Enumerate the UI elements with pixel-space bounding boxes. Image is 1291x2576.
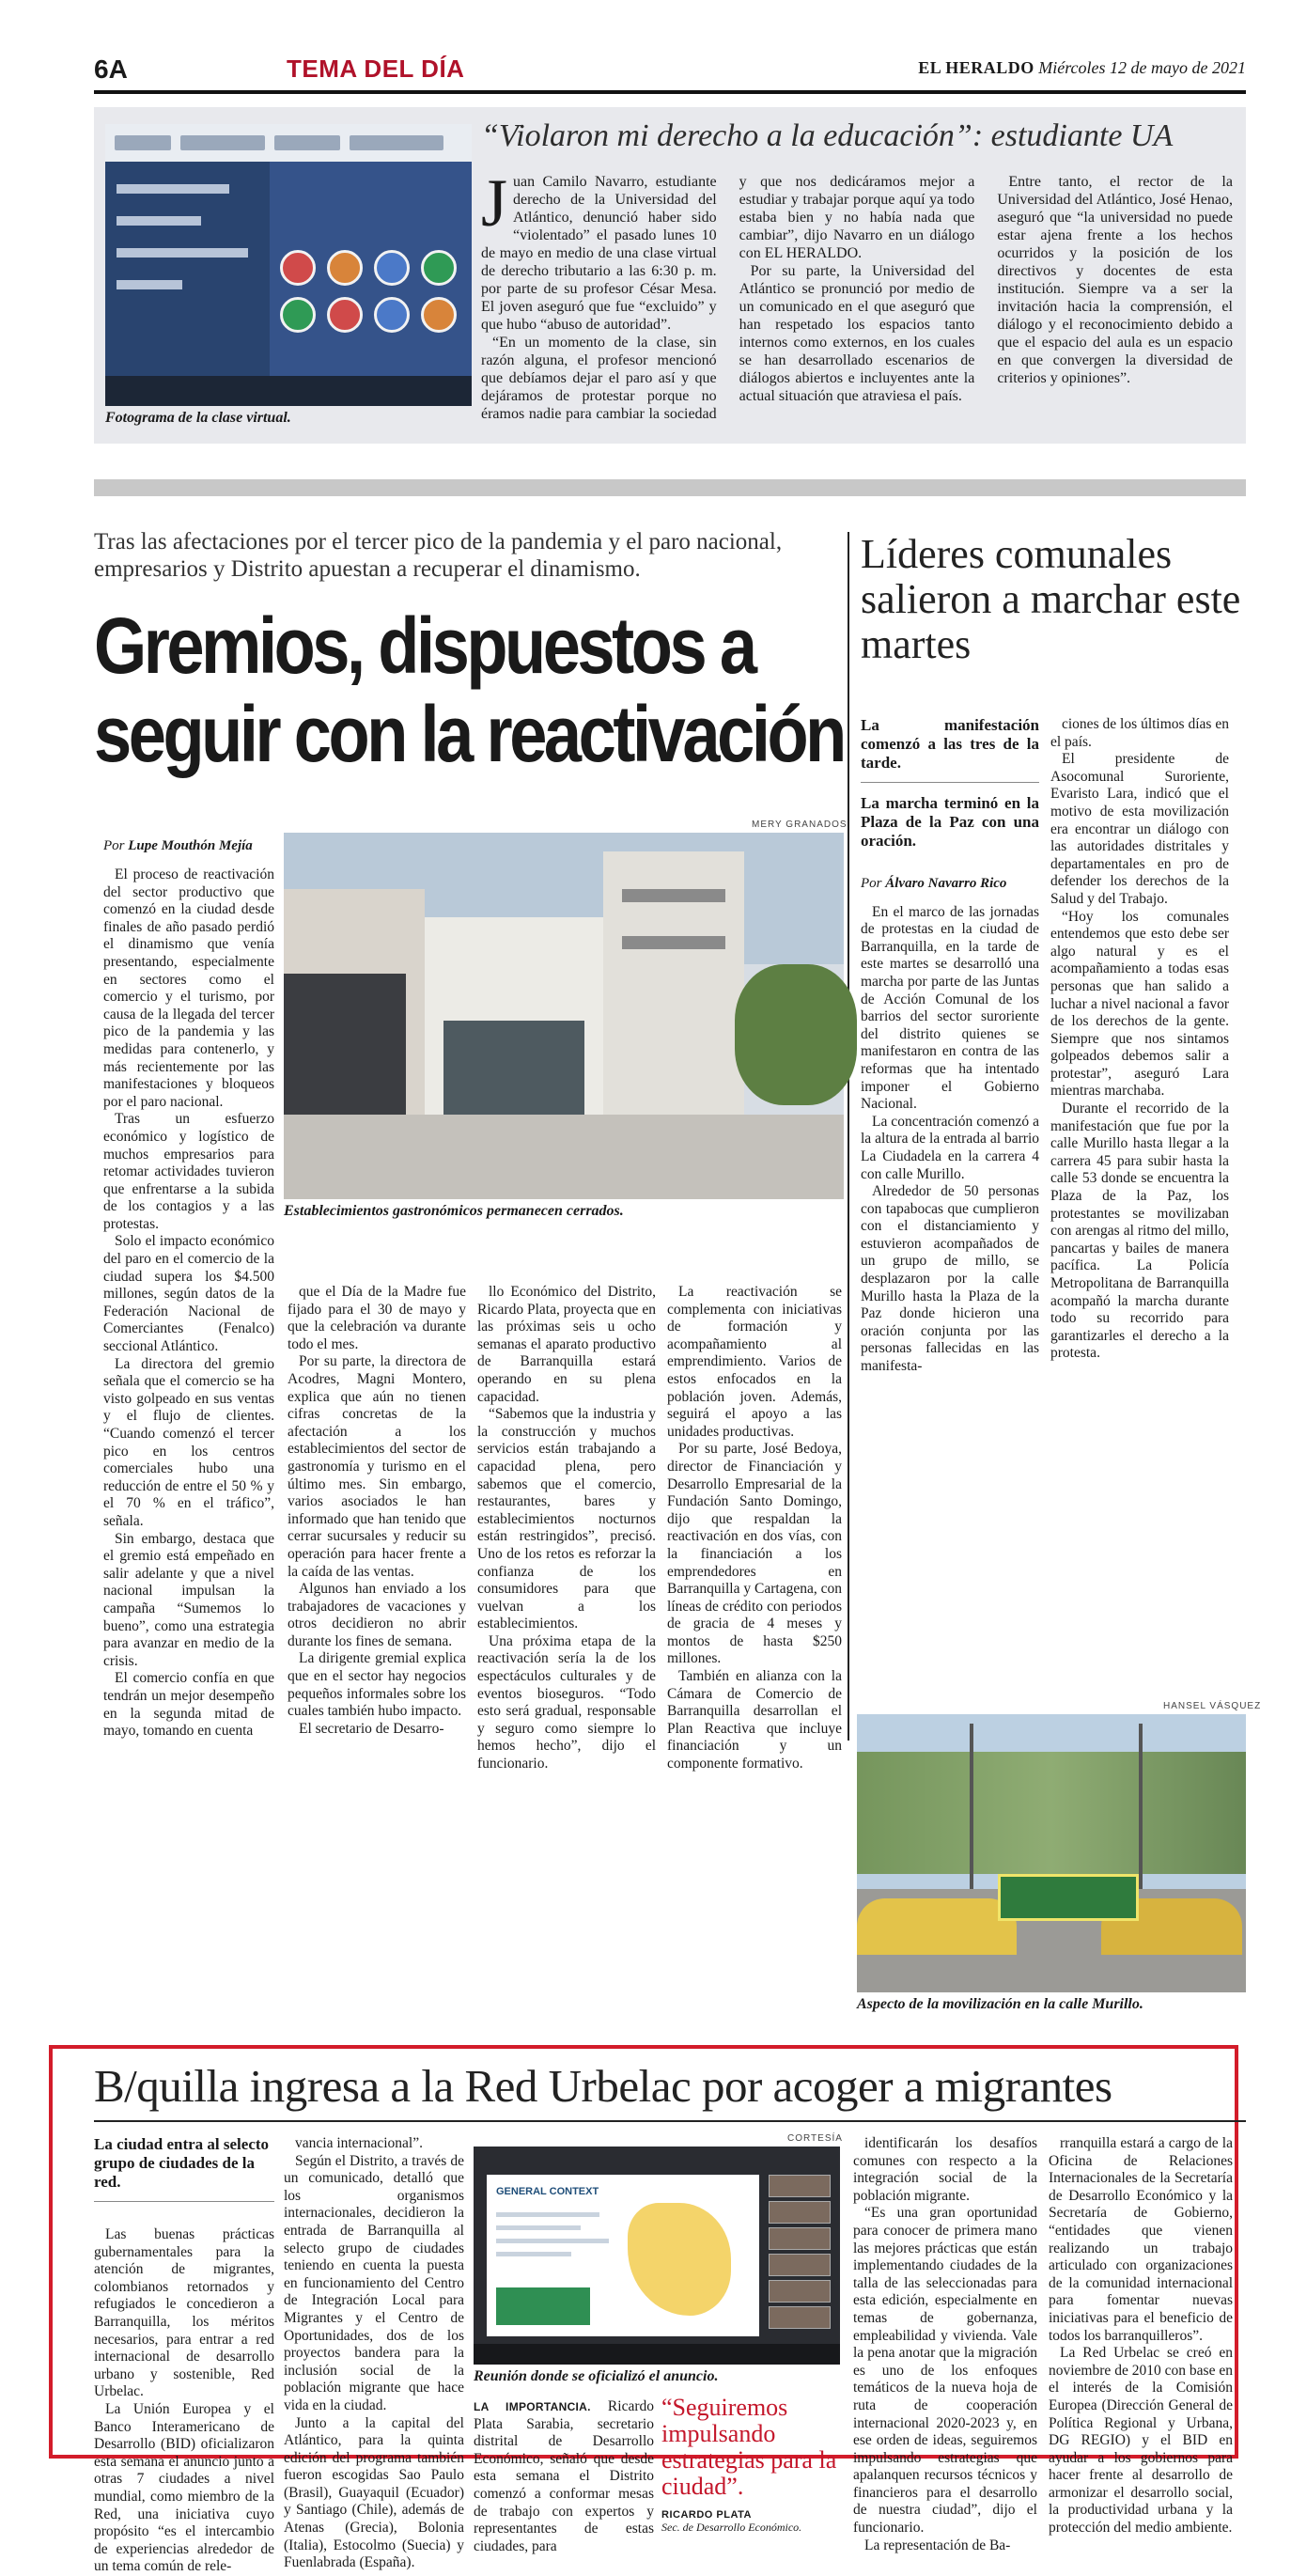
main-column-1	[103, 866, 274, 1741]
paragraph: Durante el recorrido de la manifestación que fue por la calle Murillo hasta llegar a la carrera 45 para subir hasta la calle 53 donde se encuentra la Plaza de la Paz, los protestantes se movilizaban con arengas al ritmo del millo, pancartas y bailes de manera pacífica. La Policía Metropolitana de Barranquilla acompañó la marcha durante todo su recorrido para garantizarles el derecho a la protesta.	[1050, 1101, 1229, 1362]
side-photo-credit: HANSEL VÁSQUEZ	[1163, 1701, 1262, 1711]
call-controls	[105, 376, 472, 406]
paragraph: LA IMPORTANCIA. Ricardo Plata Sarabia, secretario distrital de Desarrollo Económico, señaló que desde esta semana el Distrito comenzó a conformar mesas de trabajo con expertos y representantes de estas ciudades, para	[474, 2398, 654, 2554]
paragraph: Tras un esfuerzo económico y logístico de muchos empresarios para retomar actividades tuvieron que enfrentarse a la subida de los contagios y a las protestas.	[103, 1111, 274, 1232]
paragraph: Por su parte, José Bedoya, director de Financiación y Desarrollo Empresarial de la Fundación Santo Domingo, dijo que respaldan la reactivación en dos vías, con la financiación a los emprendedores en Barranquilla y Cartagena, con líneas de crédito con periodos de gracia de 4 meses y montos de hasta $250 millones.	[667, 1441, 842, 1667]
paragraph: El comercio confía en que tendrán un mejor desempeño en la segunda mitad de mayo, tomando en cuenta	[103, 1670, 274, 1740]
side-byline: Por Álvaro Navarro Rico	[861, 876, 1007, 891]
paragraph: Por su parte, la directora de Acodres, Magni Montero, explica que aún no tienen cifras concretas de la afectación a los establecimientos del sector de gastronomía y turismo en el último mes. Sin embargo, varios asociados le han informado que han tenido que cerrar sucursales y reducir su operación para hacer frente a la caída de las ventas.	[288, 1353, 466, 1580]
main-headline-line: seguir con la reactivación	[94, 690, 844, 778]
paragraph: “Sabemos que la industria y la construcción y muchos servicios están trabajando a capacidad plena, pero sabemos que el comercio, restaurantes, bares y establecimientos nocturnos están restringidos”, precisó. Uno de los retos es reforzar la confianza de los consumidores para que vuelvan a los establecimientos.	[477, 1406, 656, 1632]
paragraph: Solo el impacto económico del paro en el comercio de la ciudad supera los $4.500 millones, según datos de la Federación Nacional de Comerciantes (Fenalco) seccional Atlántico.	[103, 1233, 274, 1355]
paper-name-date	[918, 58, 1246, 78]
quote-author: RICARDO PLATA	[661, 2509, 752, 2521]
top-story-box	[94, 107, 1246, 444]
bottom-highlight: La ciudad entra al selecto grupo de ciudades de la red.	[94, 2135, 274, 2202]
meeting-toolbar	[474, 2344, 840, 2365]
paragraph: ciones de los últimos días en el país.	[1050, 716, 1229, 750]
quote-role: Sec. de Desarrollo Económico.	[661, 2521, 802, 2534]
paragraph: llo Económico del Distrito, Ricardo Plata, proyecta que en las próximas seis u ocho semanas el aparato productivo de Barranquilla estará operando en su plena capacidad.	[477, 1284, 656, 1405]
paper-name: EL HERALDO	[918, 58, 1034, 77]
paragraph: que el Día de la Madre fue fijado para el 30 de mayo y que la celebración va durante todo el mes.	[288, 1284, 466, 1352]
main-column-4	[667, 1284, 842, 1773]
main-photo-caption: Establecimientos gastronómicos permanecen cerrados.	[284, 1203, 624, 1219]
paragraph: “Hoy los comunales entendemos que esto debe ser algo natural y es el acompañamiento a todas esas personas que han salido a luchar a nivel nacional a favor de los derechos de la gente. Siempre que nos sintamos golpeados debemos salir a protestar”, aseguró Lara mientras marchaba.	[1050, 908, 1229, 1100]
page-number: 6A	[94, 55, 128, 84]
pull-quote	[661, 2395, 842, 2535]
bottom-photo-caption: Reunión donde se oficializó el anuncio.	[474, 2368, 719, 2384]
meeting-photo	[474, 2147, 840, 2365]
presentation-panel	[105, 162, 270, 406]
main-photo-credit: MERY GRANADOS	[752, 820, 848, 830]
main-column-2	[288, 1284, 466, 1738]
paragraph: La Unión Europea y el Banco Interamericano de Desarrollo (BID) oficializaron esta semana el anuncio junto a otras 7 ciudades a nivel mundial, como miembro de la Red, una iniciativa cuyo propósito “es el intercambio de experiencias alrededor de un tema común de rele-	[94, 2400, 274, 2575]
table-graphic	[496, 2287, 590, 2325]
dropcap: J	[481, 165, 508, 241]
section-divider	[94, 479, 1246, 496]
presentation-slide	[487, 2175, 759, 2336]
top-paragraph: Entre tanto, el rector de la Universidad del Atlántico, José Henao, aseguró que “la universidad no puede estar ajena frente a los hechos ocurridos y la posición de los directivos y docentes de esta institución. Siempre va a ser la invitación hacia la comprensión, el diálogo y el reconocimiento debido a que el espacio del aula es un espacio en que convergen la diversidad de criterios y opiniones”.	[997, 174, 1233, 386]
paragraph: Alrededor de 50 personas con tapabocas que cumplieron con el distanciamiento y estuvieron acompañados de un grupo de millo, se desplazaron por la calle Murillo hasta la Plaza de la Paz donde hicieron una oración conjunta por las personas fallecidas en las manifesta-	[861, 1183, 1039, 1375]
paragraph: Las buenas prácticas gubernamentales para la atención de migrantes, colombianos retornados y refugiados le concedieron a Barranquilla, los méritos necesarios, para entrar a red internacional de desarrollo urbano y sostenible, Red Urbelac.	[94, 2226, 274, 2400]
side-column-1	[861, 716, 1039, 1376]
top-headline: “Violaron mi derecho a la educación”: estudiante UA	[481, 118, 1174, 153]
edition-date: Miércoles 12 de mayo de 2021	[1038, 58, 1246, 77]
top-paragraph: Por su parte, la Universidad del Atlántico se pronunció por medio de un comunicado en el que aseguró que han respetado los espacios tanto internos como externos, en los cuales se han desarrollado escenarios de diálogos abiertos e incluyentes ante la actual situación que atraviesa el país.	[739, 263, 975, 404]
march-photo	[857, 1714, 1246, 1992]
bottom-column-4	[853, 2135, 1037, 2554]
video-thumbnails	[769, 2175, 831, 2333]
bottom-column-2	[284, 2135, 464, 2572]
main-kicker: Tras las afectaciones por el tercer pico de la pandemia y el paro nacional, empresarios y Distrito apuestan a recuperar el dinamismo.	[94, 529, 783, 582]
side-headline: Líderes comunales salieron a marchar este martes	[861, 531, 1241, 667]
paragraph: Junto a la capital del Atlántico, para la quinta edición del programa también fueron escogidas Sao Paulo (Brasil), Guayaquil (Ecuador) y Santiago (Chile), además de Atenas (Grecia), Bolonia (Italia), Estocolmo (Suecia) y Fuenlabrada (España).	[284, 2414, 464, 2571]
main-byline: Por Lupe Mouthón Mejía	[103, 838, 253, 853]
author-name: Álvaro Navarro Rico	[885, 876, 1007, 891]
slide-title: GENERAL CONTEXT	[496, 2186, 599, 2197]
quote-text: “Seguiremos impulsando estrategias para la ciudad”.	[661, 2394, 837, 2500]
bottom-column-1	[94, 2135, 274, 2576]
top-story-body	[481, 165, 1233, 423]
paragraph: El proceso de reactivación del sector productivo que comenzó en la ciudad desde finales de año pasado perdió el dinamismo que venía presentando, especialmente en sectores como el comercio y el turismo, por causa de la llegada del tercer pico de la pandemia y las medidas para contenerlo, y más recientemente por las manifestaciones y bloqueos por el paro nacional.	[103, 866, 274, 1110]
paragraph: La representación de Ba-	[864, 2537, 1011, 2553]
paragraph: La Red Urbelac se creó en noviembre de 2010 con base en el interés de la Comisión Europea (Dirección General de Política Regional y Urbana, DG REGIO) y el BID en ayudar a los gobiernos para hacer frente al desarrollo de armonizar el desarrollo social, la productividad urbana y la protección del medio ambiente.	[1049, 2345, 1233, 2537]
column-divider	[848, 532, 849, 1741]
paragraph: vancia internacional”.	[295, 2135, 423, 2151]
paragraph: Algunos han enviado a los trabajadores de vacaciones y otros decidieron no abrir durante los fines de semana.	[288, 1581, 466, 1649]
side-highlight: La marcha terminó en la Plaza de la Paz con una oración.	[861, 794, 1039, 850]
restaurant-photo	[284, 833, 844, 1199]
paragraph: rranquilla estará a cargo de la Oficina de Relaciones Internacionales de la Secretaría de Desarrollo Económico y la Secretaría de Gobierno, “entidades que vienen realizando un trabajo articulado con organizaciones de la comunidad internacional para fomentar nuevas iniciativas para el beneficio de todos los barranquilleros”.	[1049, 2135, 1233, 2344]
paragraph: La directora del gremio señala que el comercio se ha visto golpeado en sus ventas y el flujo de clientes. “Cuando comenzó el tercer pico en los centros comerciales hubo una reducción de entre el 50 % y el 70 % en el tráfico”, señala.	[103, 1355, 274, 1529]
paragraph: En el marco de las jornadas de protestas en la ciudad de Barranquilla, en la tarde de este martes se desarrolló una marcha por parte de las Juntas de Acción Comunal de los barrios del sector suroriente del distrito quienes se manifestaron en contra de las reformas que ha intentado imponer el Gobierno Nacional.	[861, 903, 1039, 1113]
paragraph: El presidente de Asocomunal Suroriente, Evaristo Lara, indicó que el motivo de esta movilización era encontrar un diálogo con las autoridades distritales y departamentales en pro de defender los derechos de la Salud y del Trabajo.	[1050, 751, 1229, 907]
headline-rule	[94, 2120, 1246, 2122]
browser-bar	[105, 124, 472, 162]
map-graphic	[628, 2203, 731, 2316]
top-paragraph: “En un momento de la clase, sin razón alguna, el profesor mencionó que debíamos dejar el paro así y que dejáramos de protestar porque no éramos nadie para cambiar la sociedad y que nos dedicáramos mejor a estudiar y trabajar porque aquí ya todo estaba bien y no había nada que cambiar”, dijo Navarro en un diálogo con EL HERALDO.	[481, 174, 975, 422]
paragraph: Sin embargo, destaca que el gremio está empeñado en salir adelante y que a nivel nacional impulsan la campaña “Sumemos lo bueno”, como una estrategia para avanzar en medio de la crisis.	[103, 1530, 274, 1669]
protest-banner	[998, 1874, 1139, 1921]
paragraph: El secretario de Desarro-	[299, 1720, 444, 1737]
paragraph: La dirigente gremial explica que en el sector hay negocios pequeños informales sobre los cuales también hubo impacto.	[288, 1650, 466, 1720]
bottom-headline: B/quilla ingresa a la Red Urbelac por acoger a migrantes	[94, 2060, 1112, 2112]
main-headline	[94, 601, 844, 778]
top-paragraph: Juan Camilo Navarro, estudiante derecho de la Universidad del Atlántico, denunció haber sido “violentado” el pasado lunes 10 de mayo en medio de una clase virtual de derecho tributario a las 6:30 p. m. por parte de su profesor César Mesa. El joven aseguró que fue “excluido” y que hubo “abuso de autoridad”.	[481, 165, 717, 333]
lead-label: LA IMPORTANCIA.	[474, 2400, 591, 2413]
paragraph: También en alianza con la Cámara de Comercio de Barranquilla desarrollan el Plan Reactiva que incluye financiación y un componente formativo.	[667, 1668, 842, 1772]
page-header	[94, 49, 1246, 94]
paragraph: identificarán los desafíos comunes con respecto a la integración social de la población migrante.	[853, 2135, 1037, 2204]
bottom-column-5	[1049, 2135, 1233, 2537]
side-highlight: La manifestación comenzó a las tres de la tarde.	[861, 716, 1039, 783]
paragraph: “Es una gran oportunidad para conocer de primera mano las mejores prácticas que están implementando ciudades de la talla de las seleccionadas para esta edición, especialmente en temas de gobernanza, empleabilidad y vivienda. Vale la pena anotar que la migración es uno de los enfoques temáticos de la nueva hoja de ruta de cooperación internacional 2020-2023 y, en ese orden de ideas, seguiremos impulsando estrategias que apalanquen recursos técnicos y financieros para el desarrollo de nuestra ciudad”, dijo el funcionario.	[853, 2205, 1037, 2537]
main-headline-line: Gremios, dispuestos a	[94, 601, 754, 690]
main-column-3	[477, 1284, 656, 1773]
participant-tiles	[274, 246, 462, 340]
paragraph: Según el Distrito, a través de un comunicado, detalló que los organismos internacionales, decidieron la entrada de Barranquilla al selecto grupo de ciudades teniendo en cuenta la puesta en funcionamiento del Centro de Integración Local para Migrantes y el Centro de Oportunidades, dos de los proyectos bandera para la inclusión social de la población migrante que hace vida en la ciudad.	[284, 2152, 464, 2413]
bottom-column-3	[474, 2398, 654, 2555]
side-column-2	[1050, 716, 1229, 1363]
paragraph: La concentración comenzó a la altura de la entrada al barrio La Ciudadela en la carrera 4 con calle Murillo.	[861, 1113, 1039, 1182]
paragraph: La reactivación se complementa con iniciativas de formación y acompañamiento al emprendimiento. Varios de estos enfocados en la población joven. Además, seguirá el apoyo a las unidades productivas.	[667, 1284, 842, 1440]
bottom-photo-credit: CORTESÍA	[787, 2133, 843, 2144]
author-name: Lupe Mouthón Mejía	[128, 838, 253, 853]
virtual-class-photo	[105, 124, 472, 406]
paragraph: Una próxima etapa de la reactivación sería la de los espectáculos culturales y de eventos bioseguros. “Todo esto será gradual, responsable y seguro como siempre lo hemos hecho”, dijo el funcionario.	[477, 1632, 656, 1772]
side-photo-caption: Aspecto de la movilización en la calle Murillo.	[857, 1996, 1143, 2012]
section-name: TEMA DEL DÍA	[287, 55, 465, 83]
top-photo-caption: Fotograma de la clase virtual.	[105, 410, 291, 426]
